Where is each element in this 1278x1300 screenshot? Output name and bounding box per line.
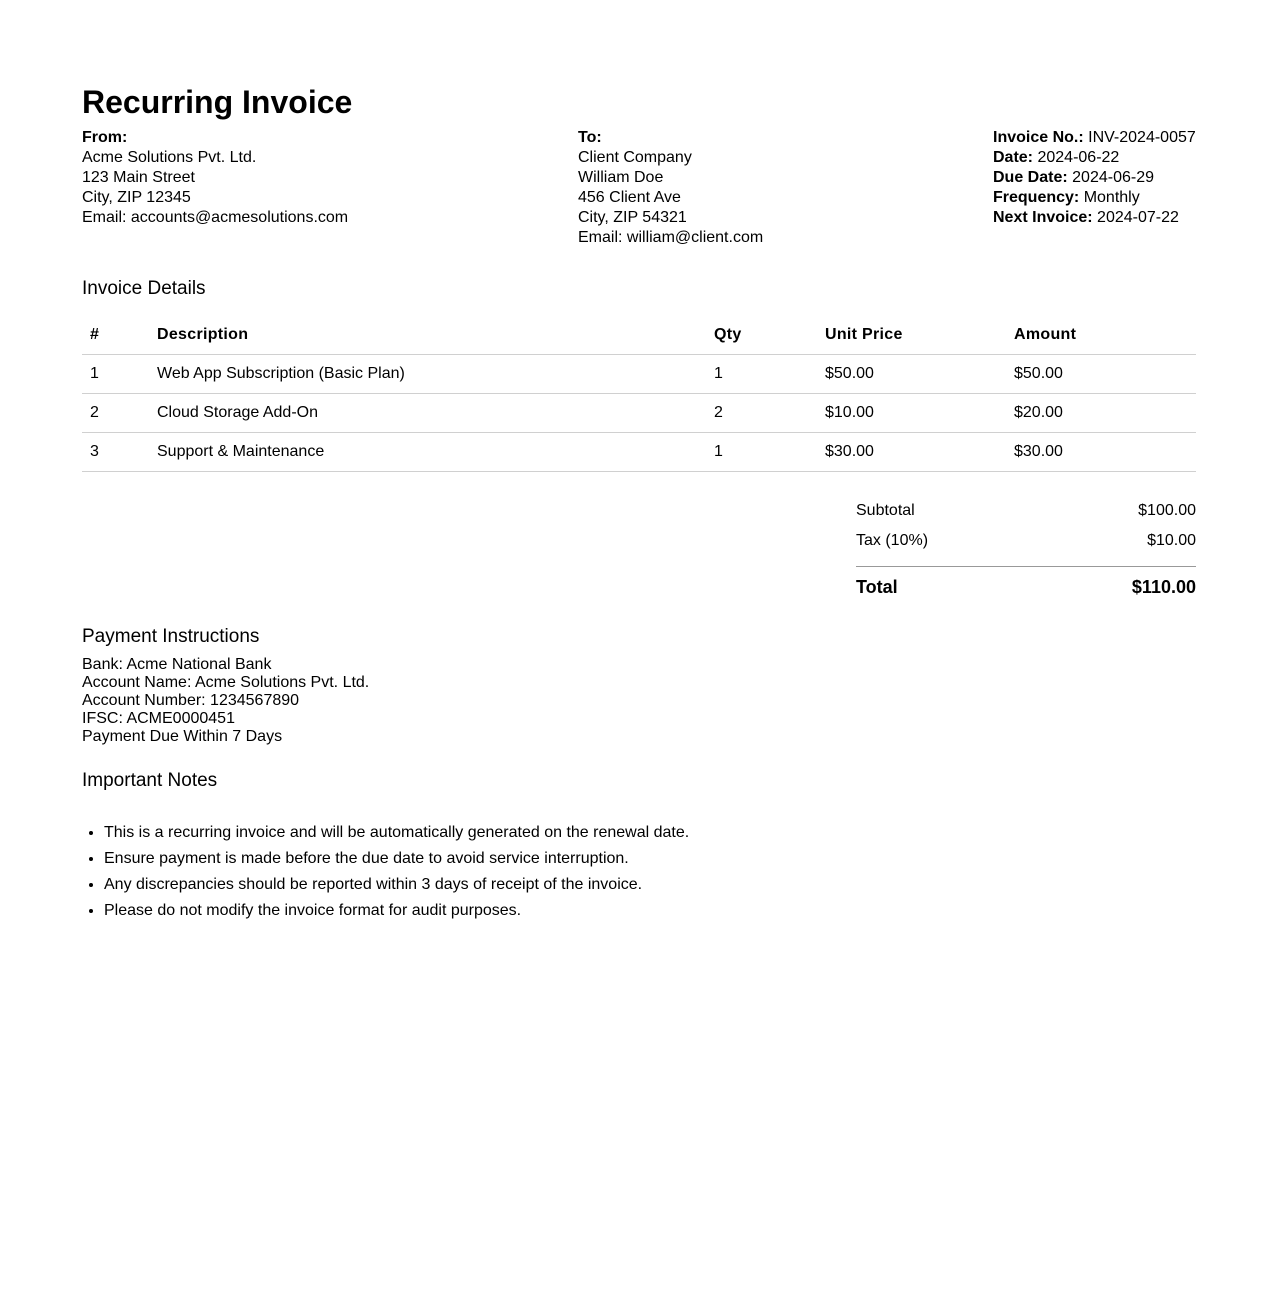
- table-row: [82, 433, 1196, 472]
- list-item: • Ensure payment is made before the due date to avoid service interruption.: [104, 846, 689, 872]
- cell-number: 1: [82, 355, 149, 394]
- meta-value: Monthly: [1083, 189, 1140, 206]
- to-label: To:: [578, 129, 602, 146]
- col-header-number: #: [82, 316, 149, 355]
- cell-unit-price: $30.00: [817, 433, 1006, 472]
- meta-due-date: [993, 168, 1196, 188]
- cell-amount: $50.00: [1006, 355, 1196, 394]
- col-header-amount: Amount: [1006, 316, 1196, 355]
- meta-label: Date:: [993, 149, 1034, 166]
- meta-next-invoice: [993, 208, 1196, 228]
- to-street: 456 Client Ave: [578, 189, 681, 206]
- from-block: [82, 128, 348, 228]
- meta-label: Frequency:: [993, 189, 1080, 206]
- meta-label: Due Date:: [993, 169, 1068, 186]
- meta-frequency: [993, 188, 1196, 208]
- cell-qty: 1: [706, 433, 817, 472]
- from-email: Email: accounts@acmesolutions.com: [82, 209, 349, 226]
- invoice-details-heading: Invoice Details: [82, 278, 206, 299]
- total-row: [856, 566, 1196, 605]
- tax-label: Tax (10%): [856, 532, 929, 549]
- total-value: $110.00: [1131, 577, 1196, 597]
- col-header-unit-price: Unit Price: [817, 316, 1006, 355]
- cell-unit-price: $50.00: [817, 355, 1006, 394]
- table-row: [82, 394, 1196, 433]
- to-email: Email: william@client.com: [578, 229, 764, 246]
- list-item: • This is a recurring invoice and will be automatically generated on the renewal date.: [104, 820, 689, 846]
- page-title: Recurring Invoice: [82, 84, 353, 120]
- subtotal-label: Subtotal: [856, 502, 915, 519]
- cell-amount: $30.00: [1006, 433, 1196, 472]
- payment-bank: Bank: Acme National Bank: [82, 656, 272, 673]
- from-street: 123 Main Street: [82, 169, 195, 186]
- payment-due-terms: Payment Due Within 7 Days: [82, 728, 283, 745]
- cell-description: Cloud Storage Add-On: [149, 394, 706, 433]
- cell-qty: 2: [706, 394, 817, 433]
- subtotal-value: $100.00: [1138, 502, 1196, 519]
- cell-qty: 1: [706, 355, 817, 394]
- invoice-items-table: [82, 316, 1196, 472]
- cell-description: Web App Subscription (Basic Plan): [149, 355, 706, 394]
- important-notes-heading: Important Notes: [82, 770, 218, 791]
- meta-value: 2024-07-22: [1097, 209, 1179, 226]
- to-company: Client Company: [578, 149, 692, 166]
- cell-description: Support & Maintenance: [149, 433, 706, 472]
- from-city: City, ZIP 12345: [82, 189, 191, 206]
- cell-unit-price: $10.00: [817, 394, 1006, 433]
- subtotal-row: [856, 498, 1196, 528]
- payment-account-number: Account Number: 1234567890: [82, 692, 300, 709]
- payment-account-name: Account Name: Acme Solutions Pvt. Ltd.: [82, 674, 370, 691]
- meta-date: [993, 148, 1196, 168]
- list-item: • Please do not modify the invoice format for audit purposes.: [104, 898, 689, 924]
- cell-amount: $20.00: [1006, 394, 1196, 433]
- to-block: [578, 128, 763, 248]
- payment-ifsc: IFSC: ACME0000451: [82, 710, 235, 727]
- col-header-description: Description: [149, 316, 706, 355]
- tax-value: $10.00: [1147, 532, 1196, 549]
- cell-number: 3: [82, 433, 149, 472]
- payment-instructions: [82, 656, 369, 746]
- payment-instructions-heading: Payment Instructions: [82, 626, 260, 647]
- table-header-row: [82, 316, 1196, 355]
- meta-value: 2024-06-29: [1072, 169, 1154, 186]
- meta-label: Next Invoice:: [993, 209, 1093, 226]
- meta-value: INV-2024-0057: [1088, 129, 1196, 146]
- from-label: From:: [82, 129, 128, 146]
- meta-invoice-no: [993, 128, 1196, 148]
- to-city: City, ZIP 54321: [578, 209, 687, 226]
- from-company: Acme Solutions Pvt. Ltd.: [82, 149, 257, 166]
- col-header-qty: Qty: [706, 316, 817, 355]
- important-notes-list: [82, 820, 689, 924]
- to-contact: William Doe: [578, 169, 664, 186]
- tax-row: [856, 528, 1196, 558]
- meta-label: Invoice No.:: [993, 129, 1084, 146]
- table-row: [82, 355, 1196, 394]
- totals-block: [856, 498, 1196, 605]
- invoice-meta: [993, 128, 1196, 228]
- meta-value: 2024-06-22: [1037, 149, 1120, 166]
- total-label: Total: [856, 577, 898, 597]
- cell-number: 2: [82, 394, 149, 433]
- list-item: • Any discrepancies should be reported within 3 days of receipt of the invoice.: [104, 872, 689, 898]
